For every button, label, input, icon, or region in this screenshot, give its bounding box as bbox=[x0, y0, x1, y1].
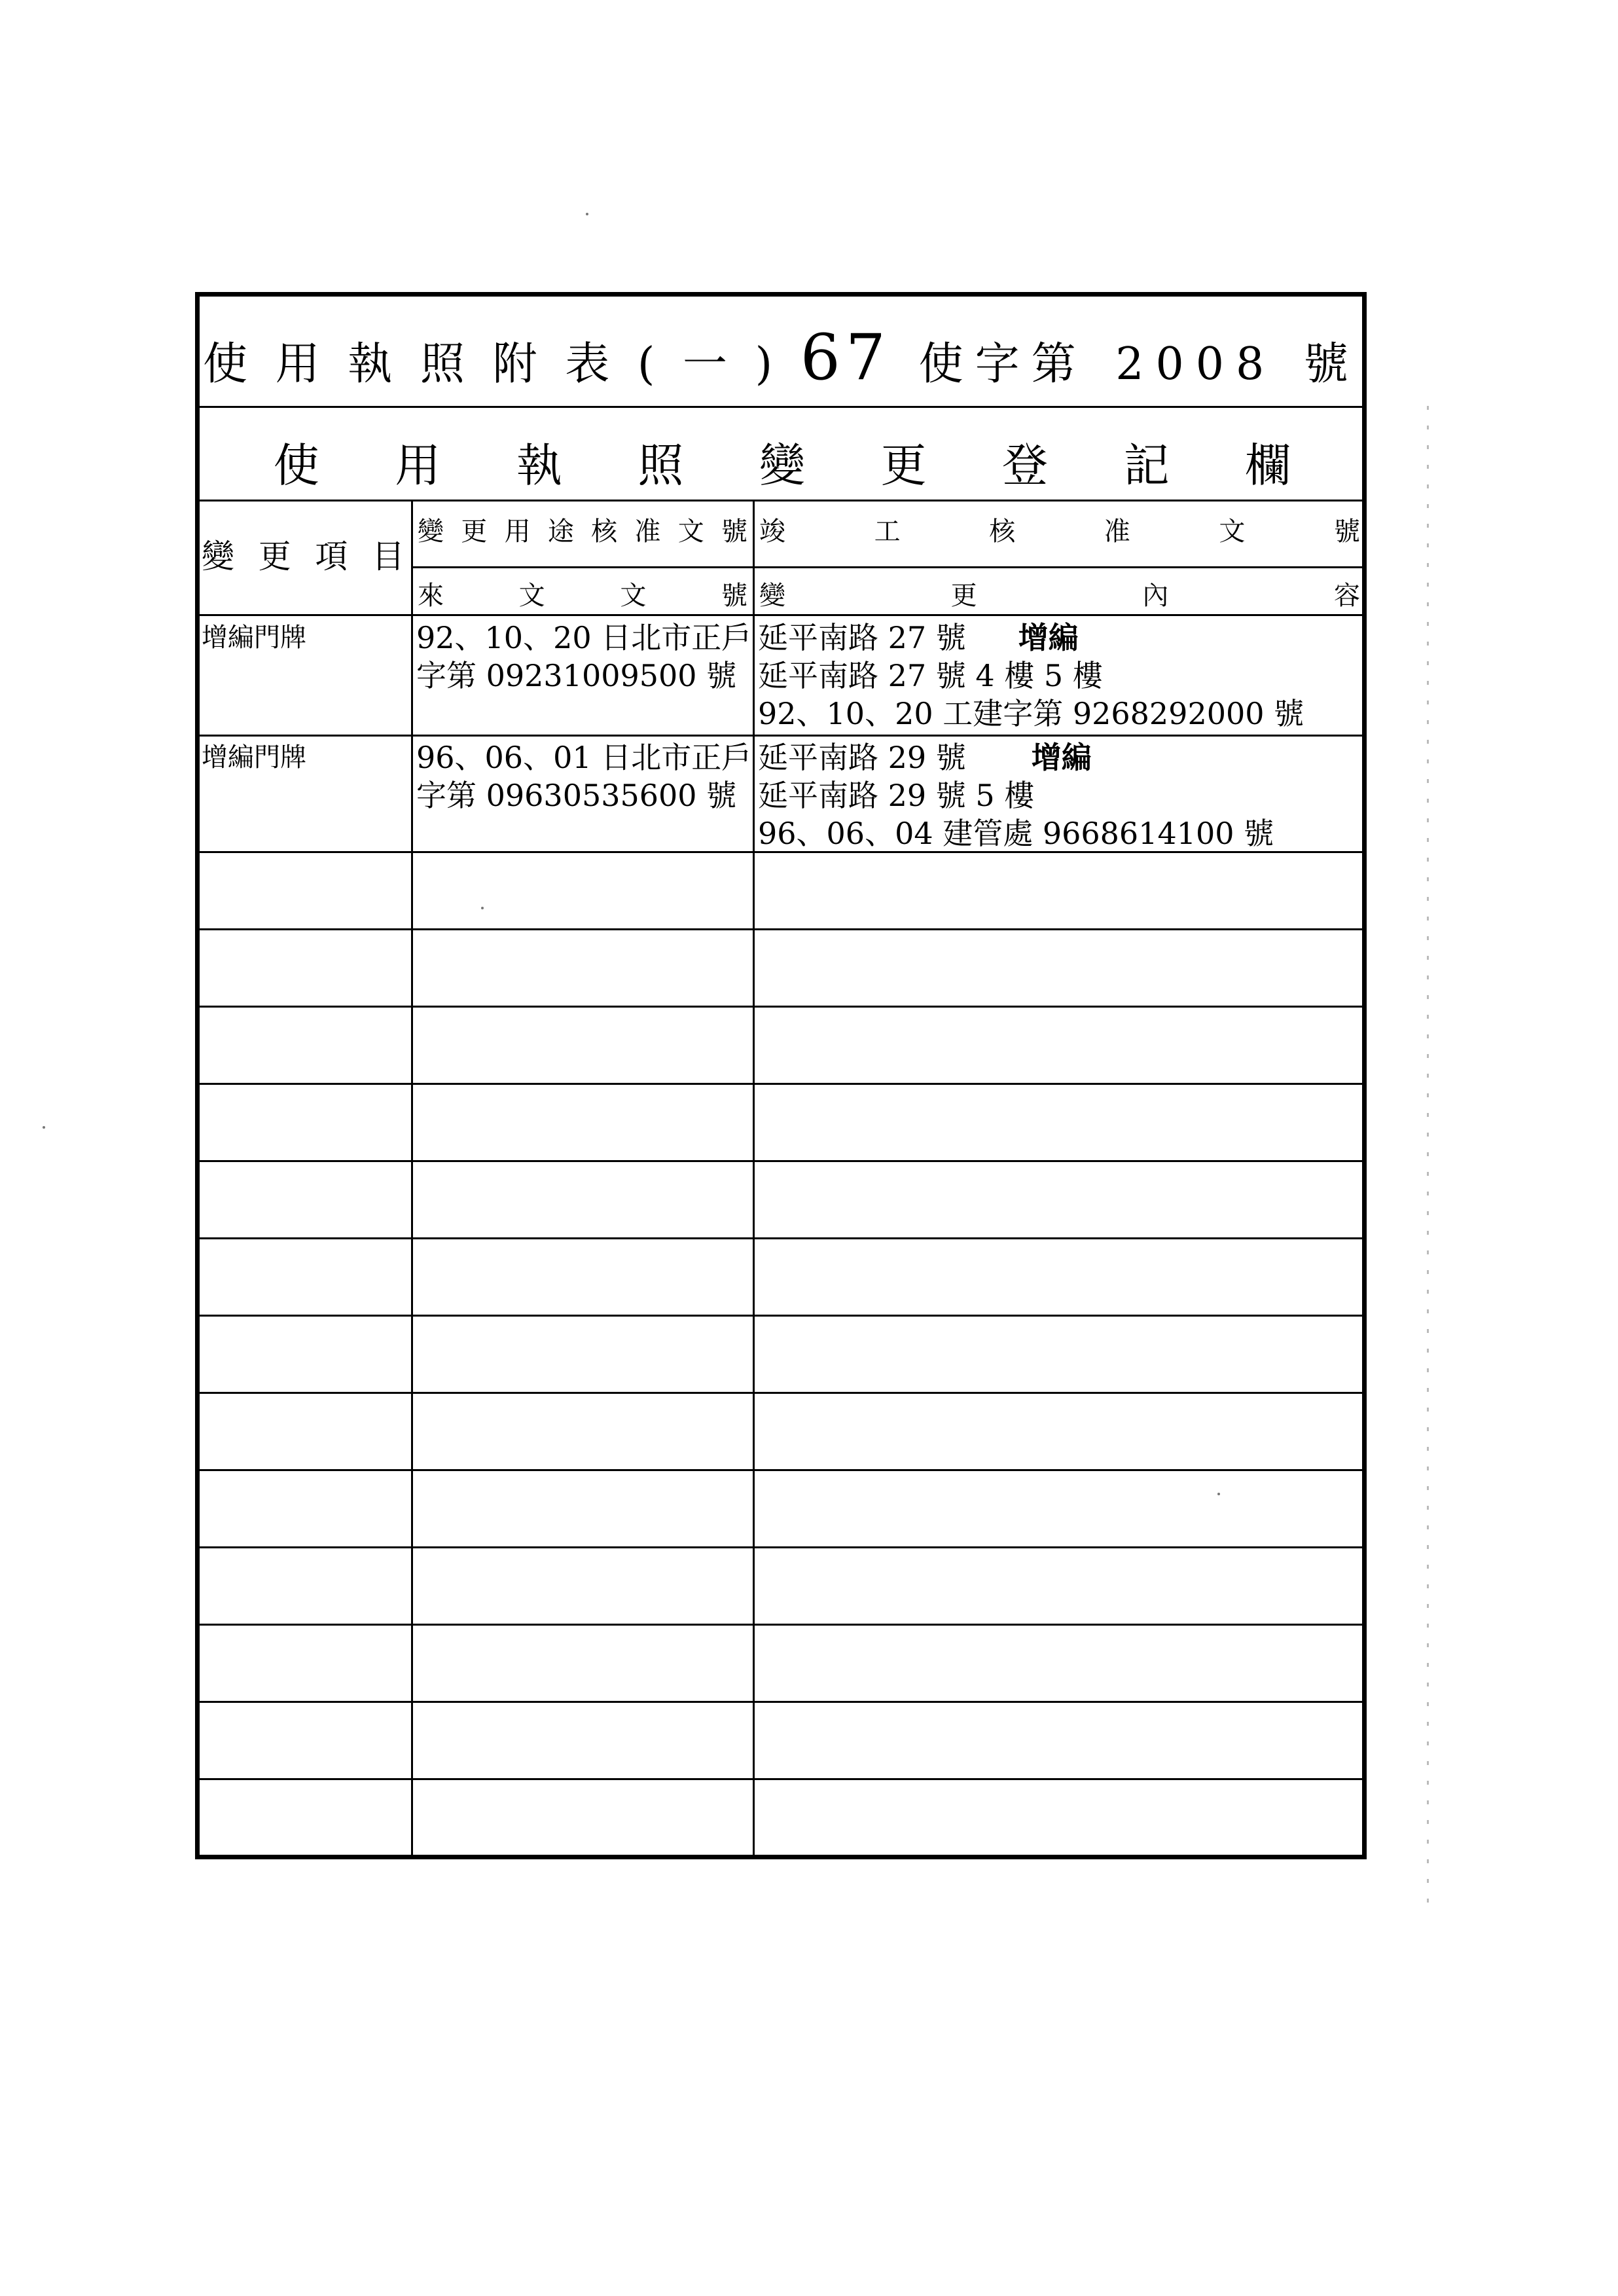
row-divider bbox=[195, 1469, 1367, 1471]
row-divider bbox=[195, 735, 1367, 737]
header-incoming-doc bbox=[418, 575, 747, 612]
subtitle-char: 登 bbox=[1002, 439, 1049, 492]
row-content-line: 延平南路 29 號 5 樓 bbox=[758, 778, 1035, 813]
title-char: 附 bbox=[492, 338, 537, 390]
title-char: ) bbox=[755, 338, 773, 390]
permit-number: 2008 bbox=[1115, 338, 1276, 390]
title-char: 一 bbox=[683, 338, 728, 390]
row-doc-number bbox=[416, 738, 751, 814]
subtitle-char: 照 bbox=[638, 439, 684, 492]
row-divider bbox=[195, 1624, 1367, 1626]
row-content-line: 96、06、04 建管處 9668614100 號 bbox=[758, 816, 1274, 851]
subtitle-char: 執 bbox=[516, 439, 562, 492]
header-char: 文 bbox=[518, 581, 545, 611]
row-content-line: 延平南路 29 號 bbox=[758, 740, 966, 775]
column-divider bbox=[753, 500, 755, 1855]
row-item: 增編門牌 bbox=[202, 742, 306, 773]
row-content-tag: 增編 bbox=[1018, 620, 1079, 655]
row-content-line: 92、10、20 工建字第 9268292000 號 bbox=[758, 696, 1304, 731]
header-char: 文 bbox=[1219, 517, 1246, 547]
header-completion-doc bbox=[759, 511, 1360, 548]
header-change-item bbox=[202, 530, 404, 577]
header-char: 准 bbox=[634, 517, 661, 547]
header-char: 准 bbox=[1104, 517, 1130, 547]
row-doc-number bbox=[416, 619, 751, 695]
header-char: 核 bbox=[591, 517, 618, 547]
header-char: 變 bbox=[759, 581, 785, 611]
header-char: 項 bbox=[315, 538, 348, 575]
title-char: 執 bbox=[348, 338, 393, 390]
row-content-line: 延平南路 27 號 4 樓 5 樓 bbox=[758, 658, 1103, 693]
header-char: 號 bbox=[721, 517, 747, 547]
title-char: 用 bbox=[275, 338, 320, 390]
row-divider bbox=[195, 1392, 1367, 1394]
header-char: 變 bbox=[202, 538, 234, 575]
form-subtitle bbox=[196, 429, 1368, 495]
row-content-line: 延平南路 27 號 bbox=[758, 620, 966, 655]
title-number: 67 bbox=[800, 321, 891, 394]
header-char: 竣 bbox=[759, 517, 785, 547]
header-char: 更 bbox=[258, 538, 291, 575]
title-char: 使 bbox=[203, 338, 248, 390]
header-change-content bbox=[759, 575, 1360, 612]
column-divider bbox=[411, 500, 413, 1855]
row-divider bbox=[195, 1778, 1367, 1780]
title-divider bbox=[195, 406, 1367, 408]
form-title bbox=[196, 321, 1355, 394]
title-suffix: 號 bbox=[1303, 338, 1348, 390]
row-doc-line: 96、06、01 日北市正戶 bbox=[416, 740, 752, 775]
row-divider bbox=[195, 1083, 1367, 1085]
permit-word: 使字第 bbox=[918, 338, 1088, 390]
header-char: 變 bbox=[418, 517, 444, 547]
row-doc-line: 字第 09630535600 號 bbox=[416, 778, 737, 813]
row-doc-line: 92、10、20 日北市正戶 bbox=[416, 620, 752, 655]
header-char: 容 bbox=[1333, 581, 1360, 611]
header-char: 文 bbox=[677, 517, 704, 547]
header-char: 目 bbox=[371, 538, 404, 575]
row-divider bbox=[195, 1546, 1367, 1548]
row-content-tag: 增編 bbox=[1031, 740, 1092, 775]
header-char: 核 bbox=[989, 517, 1016, 547]
row-divider bbox=[195, 1160, 1367, 1162]
subtitle-char: 使 bbox=[273, 439, 319, 492]
scan-edge-artifact bbox=[1427, 406, 1429, 1912]
title-char: ( bbox=[637, 338, 655, 390]
header-char: 更 bbox=[461, 517, 488, 547]
header-char: 來 bbox=[418, 581, 444, 611]
scan-speck bbox=[586, 213, 588, 215]
title-char: 照 bbox=[420, 338, 465, 390]
subtitle-char: 更 bbox=[880, 439, 927, 492]
subtitle-char: 變 bbox=[759, 439, 805, 492]
row-change-content bbox=[758, 619, 1304, 733]
header-char: 用 bbox=[504, 517, 531, 547]
row-divider bbox=[195, 1006, 1367, 1008]
header-mid-divider bbox=[412, 566, 1367, 568]
header-char: 途 bbox=[547, 517, 574, 547]
subtitle-divider bbox=[195, 500, 1367, 501]
subtitle-char: 記 bbox=[1123, 439, 1170, 492]
row-change-content bbox=[758, 738, 1274, 852]
header-char: 內 bbox=[1142, 581, 1169, 611]
title-char: 表 bbox=[565, 338, 610, 390]
header-char: 號 bbox=[1333, 517, 1360, 547]
header-bottom-divider bbox=[195, 614, 1367, 616]
header-char: 更 bbox=[950, 581, 977, 611]
row-doc-line: 字第 09231009500 號 bbox=[416, 658, 737, 693]
subtitle-char: 欄 bbox=[1245, 439, 1291, 492]
row-divider bbox=[195, 928, 1367, 930]
row-divider bbox=[195, 1315, 1367, 1317]
header-char: 工 bbox=[874, 517, 901, 547]
row-item: 增編門牌 bbox=[202, 623, 306, 653]
row-divider bbox=[195, 1701, 1367, 1703]
header-char: 文 bbox=[620, 581, 647, 611]
row-divider bbox=[195, 1237, 1367, 1239]
header-char: 號 bbox=[721, 581, 747, 611]
header-use-change-doc bbox=[418, 511, 747, 548]
subtitle-char: 用 bbox=[395, 439, 441, 492]
scan-speck bbox=[43, 1126, 45, 1129]
